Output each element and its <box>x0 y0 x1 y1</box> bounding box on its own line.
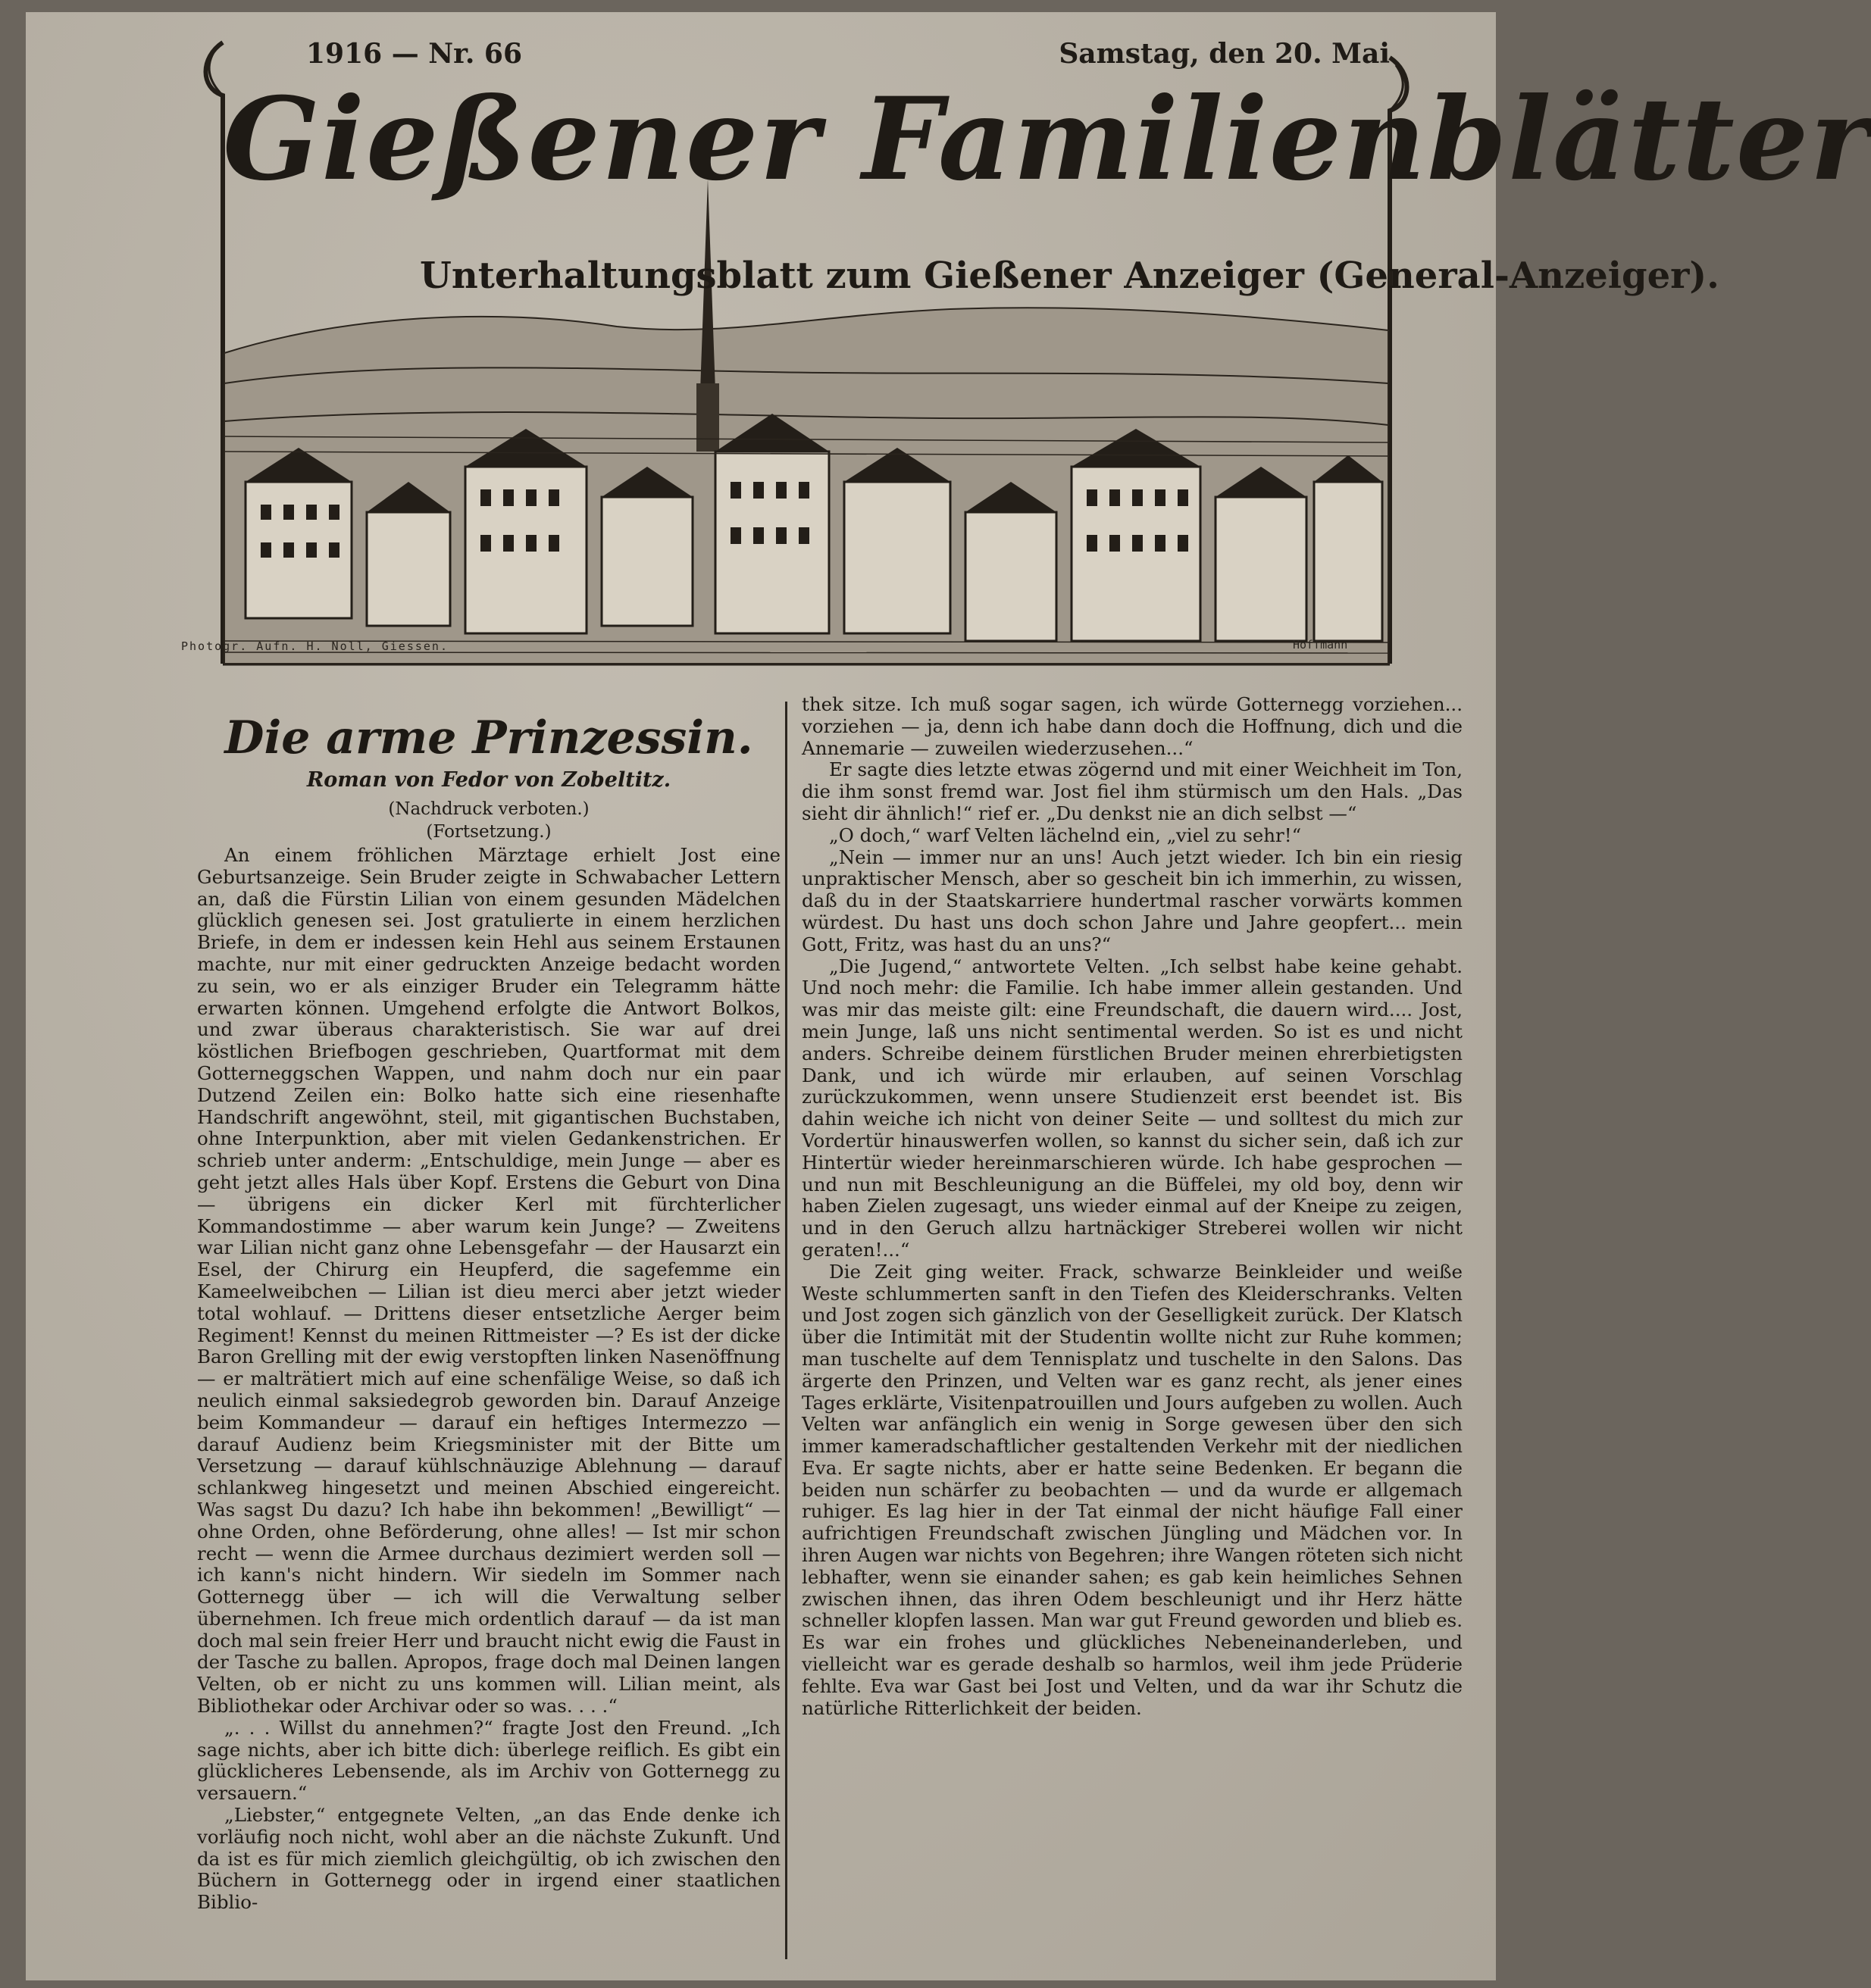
paragraph: „. . . Willst du annehmen?“ fragte Jost den Freund. „Ich sage nichts, aber ich bitte dich: überlege reiflich. Es gibt ein glücklicheres Lebensende, als im Archiv von Gotternegg zu versauern.“ <box>197 1716 781 1805</box>
masthead-title: Gießener Familienblätter <box>223 73 1871 206</box>
paragraph: Die Zeit ging weiter. Frack, schwarze Beinkleider und weiße Weste schlummerten sanft in den Tiefen des Kleiderschranks. Velten und Jost zogen sich gänzlich von der Geselligkeit zurück. Der Klatsch über die Intimität mit der Studentin wollte nicht zur Ruhe kommen; man tuschelte auf dem Tennisplatz und tuschelte in den Salons. Das ärgerte den Prinzen, und Velten war es ganz recht, als jener eines Tages erklärte, Visitenpatrouillen und Jours aufgeben zu wollen. Auch Velten war anfänglich ein wenig in Sorge gewesen über den sich immer kameradschaftlicher gestaltenden Verkehr mit der niedlichen Eva. Er sagte nichts, aber er hatte seine Bedenken. Er begann die beiden nun schärfer zu beobachten — und da wurde er allgemach ruhiger. Es lag hier in der Tat einmal der nicht häufige Fall einer aufrichtigen Freundschaft zwischen Jüngling und Mädchen vor. In ihren Augen war nichts von Begehren; ihre Wangen röteten sich nicht lebhafter, wenn sie einander sahen; es gab kein heimliches Sehnen zwischen ihnen, das ihren Odem beschleunigt und ihr Herz hätte schneller klopfen lassen. Man war gut Freund geworden und blieb es. Es war ein frohes und glückliches Nebeneinanderleben, und vielleicht war es gerade deshalb so harmlos, weil ihm jede Prüderie fehlte. Eva war Gast bei Jost und Velten, und da war ihr Schutz die natürliche Ritterlichkeit der beiden. <box>802 1260 1463 1719</box>
engraver-credit: Hoffmann <box>1293 638 1348 652</box>
reprint-note: (Nachdruck verboten.) <box>388 799 590 819</box>
masthead-subtitle: Unterhaltungsblatt zum Gießener Anzeiger (General-Anzeiger). <box>420 255 1719 297</box>
photo-credit: Photogr. Aufn. H. Noll, Giessen. <box>181 639 449 653</box>
paragraph: „Liebster,“ entgegnete Velten, „an das Ende denke ich vorläufig noch nicht, wohl aber an die nächste Zukunft. Und da ist es für mich ziemlich gleichgültig, ob ich zwischen den Büchern in Gotternegg oder in irgend einer staatlichen Biblio- <box>197 1804 781 1914</box>
paragraph: „O doch,“ warf Velten lächelnd ein, „viel zu sehr!“ <box>829 824 1302 846</box>
paragraph: An einem fröhlichen Märztage erhielt Jost eine Geburtsanzeige. Sein Bruder zeigte in Schwabacher Lettern an, daß die Fürstin Lilian von einem gesunden Mädelchen glücklich genesen sei. Jost gratulierte in einem herzlichen Briefe, in dem er indessen kein Hehl aus seinem Erstaunen machte, nur mit einer gedruckten Anzeige bedacht worden zu sein, wo er als einziger Bruder ein Telegramm hätte erwarten können. Umgehend erfolgte die Antwort Bolkos, und zwar überaus charakteristisch. Sie war auf drei köstlichen Briefbogen geschrieben, Quartformat mit dem Gotterneggschen Wappen, und nahm doch nur ein paar Dutzend Zeilen ein: Bolko hatte sich eine riesenhafte Handschrift angewöhnt, steil, mit gigantischen Buchstaben, ohne Interpunktion, aber mit vielen Gedankenstrichen. Er schrieb unter anderm: „Entschuldige, mein Junge — aber es geht jetzt alles Hals über Kopf. Erstens die Geburt von Dina — übrigens ein dicker Kerl mit fürchterlicher Kommandostimme — aber warum kein Junge? — Zweitens war Lilian nicht ganz ohne Lebensgefahr — der Hausarzt ein Esel, der Chirurg ein Heupferd, die sagefemme ein Kameelweibchen — Lilian ist dieu merci aber jetzt wieder total wohlauf. — Drittens dieser entsetzliche Aerger beim Regiment! Kennst du meinen Rittmeister —? Es ist der dicke Baron Grelling mit der ewig verstopften linken Nasenöffnung — er malträtiert mich auf eine schenfälige Weise, so daß ich neulich einmal saksiedegrob geworden bin. Darauf Anzeige beim Kommandeur — darauf ein heftiges Intermezzo — darauf Audienz beim Kriegsminister mit der Bitte um Versetzung — darauf kühlschnäuzige Ablehnung — darauf schlankweg hingesetzt und meinen Abschied eingereicht. Was sagst Du dazu? Ich habe ihn bekommen! „Bewilligt“ — ohne Orden, ohne Beförderung, ohne alles! — Ist mir schon recht — wenn die Armee durchaus dezimiert werden soll — ich kann's nicht hindern. Wir siedeln im Sommer nach Gotternegg über — ich will die Verwaltung selber übernehmen. Ich freue mich ordentlich darauf — da ist man doch mal sein freier Herr und braucht nicht ewig die Faust in der Tasche zu ballen. Apropos, frage doch mal Deinen langen Velten, ob er nicht zu uns kommen will. Lilian meint, als Bibliothekar oder Archivar oder so was. . . .“ <box>197 844 781 1718</box>
continuation-note: (Fortsetzung.) <box>426 822 552 842</box>
column-right <box>802 694 1463 1719</box>
story-title: Die arme Prinzessin. <box>224 711 753 764</box>
issue-number: 1916 — Nr. 66 <box>306 38 522 70</box>
masthead <box>192 27 1871 679</box>
newspaper-page <box>26 12 1871 1980</box>
column-divider <box>785 702 787 1959</box>
paragraph: thek sitze. Ich muß sogar sagen, ich würde Gotternegg vorziehen... vorziehen — ja, denn ich habe dann doch die Hoffnung, dich und die Annemarie — zuweilen wiederzusehen...“ <box>802 693 1463 759</box>
paragraph: Er sagte dies letzte etwas zögernd und mit einer Weichheit im Ton, die ihm sonst fremd war. Jost fiel ihm stürmisch um den Hals. „Das sieht dir ähnlich!“ rief er. „Du denkst nie an dich selbst —“ <box>802 758 1463 824</box>
paragraph: „Nein — immer nur an uns! Auch jetzt wieder. Ich bin ein riesig unpraktischer Mensch, aber so gescheit bin ich immerhin, zu wissen, daß du in der Staatskarriere hundertmal rascher vorwärts kommen würdest. Du hast uns doch schon Jahre und Jahre geopfert... mein Gott, Fritz, was hast du an uns?“ <box>802 846 1463 955</box>
column-left <box>197 694 781 1914</box>
issue-date: Samstag, den 20. Mai <box>1059 38 1390 70</box>
story-byline: Roman von Fedor von Zobeltitz. <box>306 768 671 792</box>
paragraph: „Die Jugend,“ antwortete Velten. „Ich selbst habe keine gehabt. Und noch mehr: die Familie. Ich habe immer allein gestanden. Und was mir das meiste gilt: eine Freundschaft, die dauern wird.... Jost, mein Junge, laß uns nicht sentimental werden. So ist es und nicht anders. Schreibe deinem fürstlichen Bruder meinen ehrerbietigsten Dank, und ich würde mir erlauben, auf seinen Vorschlag zurückzukommen, wenn unsere Studienzeit erst beendet ist. Bis dahin weiche ich nicht von deiner Seite — und solltest du mich zur Vordertür hinauswerfen wollen, so kannst du sicher sein, daß ich zur Hintertür wieder hereinmarschieren würde. Ich habe gesprochen — und nun mit Beschleunigung an die Büffelei, my old boy, denn wir haben Zielen zugesagt, uns wieder einmal auf der Kneipe zu zeigen, und in den Geruch allzu hartnäckiger Streberei wollen wir nicht geraten!...“ <box>802 955 1463 1261</box>
